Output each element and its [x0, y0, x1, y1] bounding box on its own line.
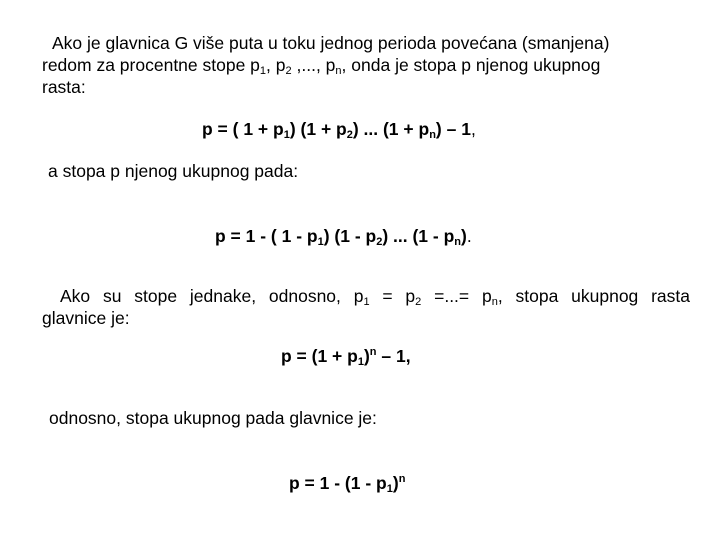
paragraph-intro-line-2: redom za procentne stope $p_1$, $p_2$ ,..., $p_n$, onda je stopa p njenog ukupnog — [42, 55, 601, 77]
paragraph-decline: a stopa p njenog ukupnog pada: — [48, 161, 299, 181]
paragraph-equal-rates-line-2: glavnice je: — [42, 308, 130, 328]
paragraph-equal-rates-line-1: Ako su stope jednake, odnosno, $p_1 = p_2$ =...= $p_n$, stopa ukupnog rasta — [60, 286, 691, 308]
paragraph-equal-decline: odnosno, stopa ukupnog pada glavnice je: — [49, 408, 377, 428]
paragraph-equal-rates — [42, 285, 690, 329]
paragraph-intro-line-3: rasta: — [42, 77, 86, 97]
formula-growth-rate: p = ( $1 + p_1$) $(1 + p_2)$ ... $(1 + p_n) - 1$, — [202, 119, 476, 141]
formula-equal-decline: $p = 1 - (1 - p_1)^n$ — [289, 473, 406, 495]
formula-decline-rate: p = 1 - ( $1 - p_1$) $(1 - p_2)$ ... $(1 - p_n)$. — [215, 226, 472, 248]
paragraph-intro-line-1: Ako je glavnica G više puta u toku jednog perioda povećana (smanjena) — [52, 33, 610, 53]
paragraph-intro — [42, 32, 692, 98]
formula-equal-growth: $p = (1 + p_1)^n - 1$, — [281, 346, 411, 368]
